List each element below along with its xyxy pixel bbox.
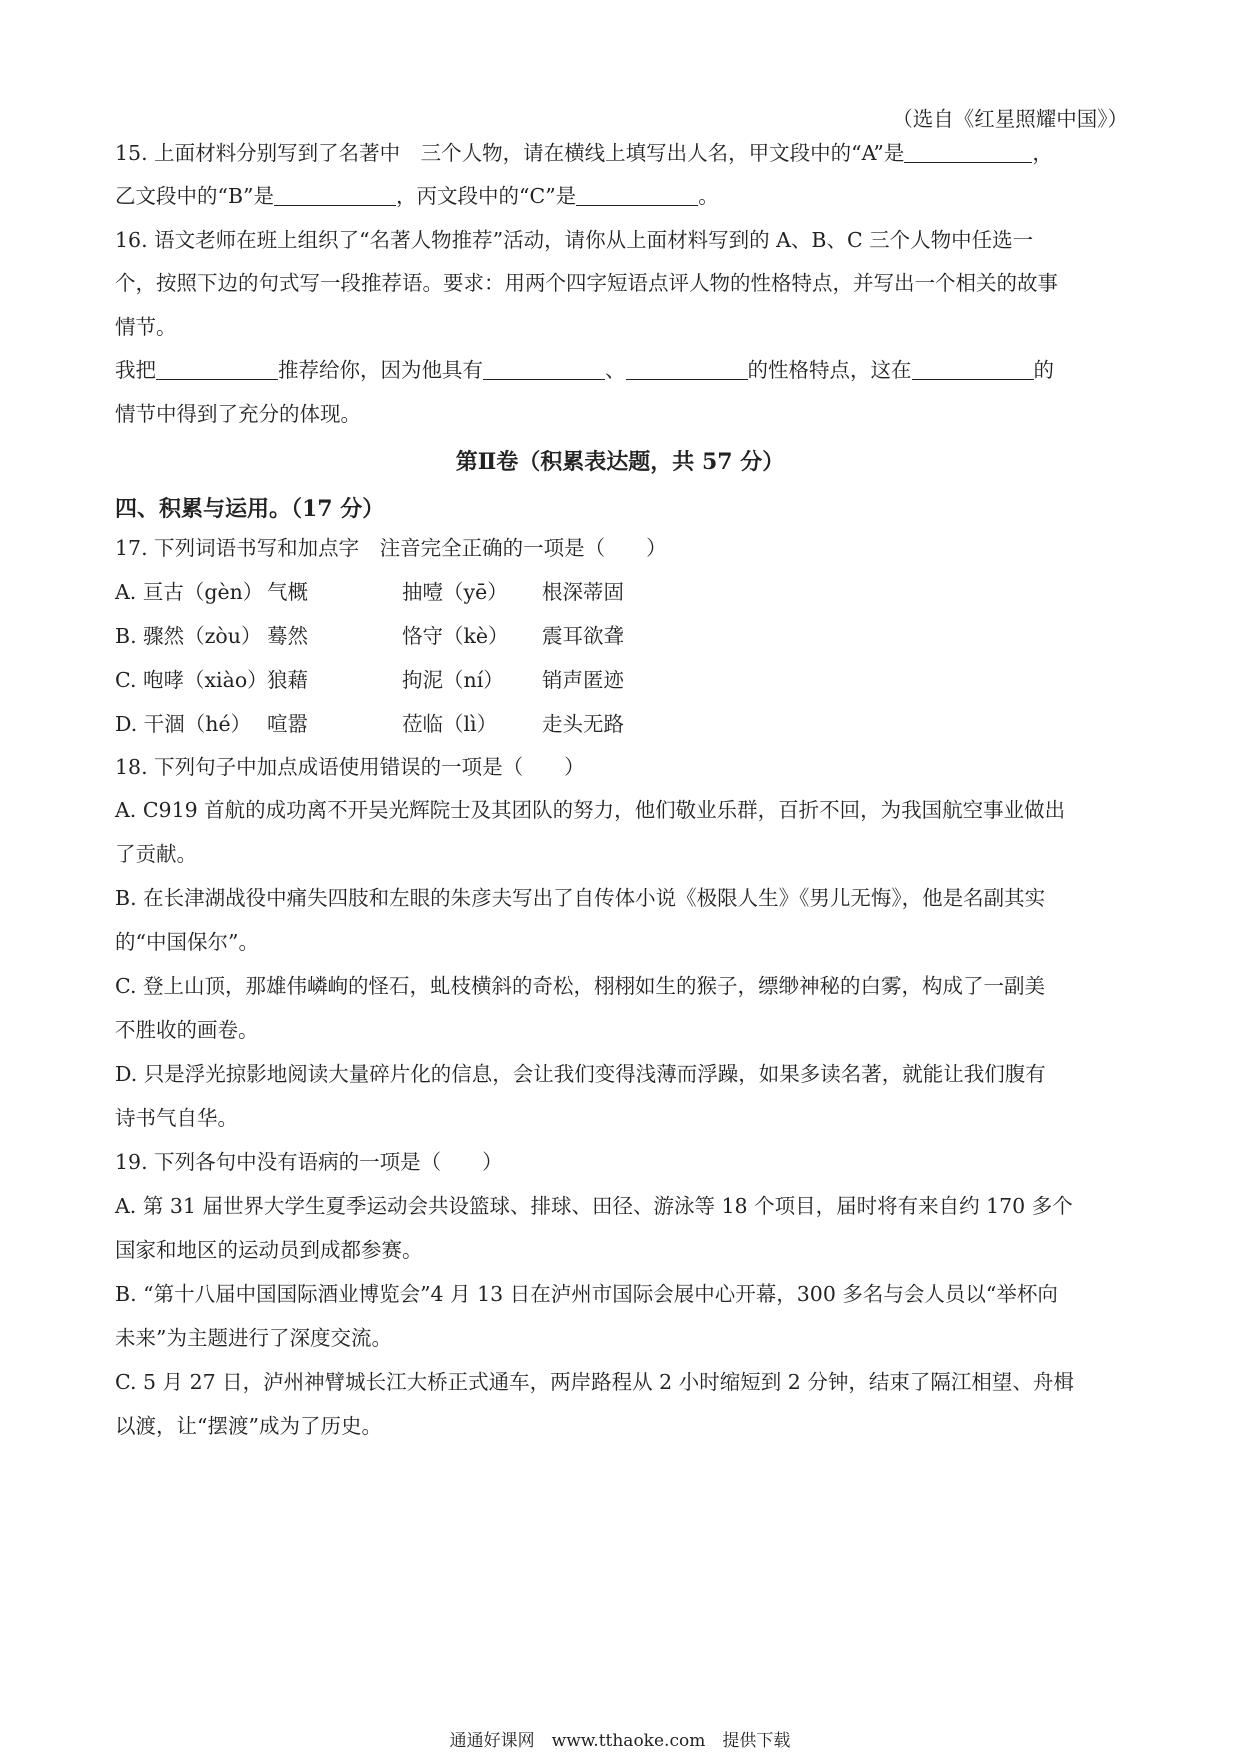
q19-b-line2: 未来”为主题进行了深度交流。: [115, 1326, 392, 1350]
q16-line1: 16. 语文老师在班上组织了“名著人物推荐”活动，请你从上面材料写到的 A、B、C 三个人物中任选一: [115, 228, 1034, 252]
q17-option-a: A. 亘古（gèn） 气概 抽噎（yē） 根深蒂固: [115, 580, 624, 604]
page-footer: 通通好课网 www.tthaoke.com 提供下载: [449, 1731, 791, 1751]
q19-stem: 19. 下列各句中没有语病的一项是（ ）: [115, 1150, 503, 1174]
q17-option-b: B. 骤然（zòu） 蓦然 恪守（kè） 震耳欲聋: [115, 624, 624, 648]
q16-template-line2: 情节中得到了充分的体现。: [115, 402, 361, 426]
q18-c-line1: C. 登上山顶，那雄伟嶙峋的怪石，虬枝横斜的奇松，栩栩如生的猴子，缥缈神秘的白雾，构成了一副美: [115, 974, 1045, 998]
q16-line2: 个，按照下边的句式写一段推荐语。要求：用两个四字短语点评人物的性格特点，并写出一个相关的故事: [115, 271, 1058, 295]
q18-d-line2: 诗书气自华。: [115, 1106, 238, 1130]
q18-a-line2: 了贡献。: [115, 842, 197, 866]
blank-trait2[interactable]: [626, 357, 748, 380]
source-note: （选自《红星照耀中国》）: [892, 107, 1128, 131]
q18-b-line1: B. 在长津湖战役中痛失四肢和左眼的朱彦夫写出了自传体小说《极限人生》《男儿无悔》，他是名副其实: [115, 886, 1046, 910]
q19-a-line2: 国家和地区的运动员到成都参赛。: [115, 1238, 423, 1262]
q19-b-line1: B. “第十八届中国国际酒业博览会”4 月 13 日在泸州市国际会展中心开幕，300 多名与会人员以“举杯向: [115, 1282, 1058, 1306]
q16-line3: 情节。: [115, 315, 177, 339]
q18-a-line1: A. C919 首航的成功离不开吴光辉院士及其团队的努力，他们敬业乐群，百折不回，为我国航空事业做出: [115, 798, 1066, 822]
answer-blank-a[interactable]: [904, 140, 1032, 163]
q18-stem: 18. 下列句子中加点成语使用错误的一项是（ ）: [115, 755, 585, 779]
blank-plot[interactable]: [912, 357, 1034, 380]
blank-name[interactable]: [156, 357, 278, 380]
q18-b-line2: 的“中国保尔”。: [115, 930, 259, 954]
q19-a-line1: A. 第 31 届世界大学生夏季运动会共设篮球、排球、田径、游泳等 18 个项目，届时将有来自约 170 多个: [115, 1194, 1073, 1218]
section-four-heading: 四、积累与运用。（17 分）: [115, 496, 385, 522]
q16-template-line: 我把 推荐给你，因为他具有 、 的性格特点，这在 的: [115, 358, 1054, 382]
part-two-title: 第Ⅱ卷（积累表达题，共 57 分）: [455, 449, 785, 475]
blank-trait1[interactable]: [483, 357, 605, 380]
q19-c-line1: C. 5 月 27 日，泸州神臂城长江大桥正式通车，两岸路程从 2 小时缩短到 2 分钟，结束了隔江相望、舟楫: [115, 1370, 1074, 1394]
q17-stem: 17. 下列词语书写和加点字 注音完全正确的一项是（ ）: [115, 536, 667, 560]
q15-line2: 乙文段中的“B”是 ，丙文段中的“C”是 。: [115, 184, 719, 208]
q19-c-line2: 以渡，让“摆渡”成为了历史。: [115, 1414, 382, 1438]
q18-d-line1: D. 只是浮光掠影地阅读大量碎片化的信息，会让我们变得浅薄而浮躁，如果多读名著，就能让我们腹有: [115, 1062, 1046, 1086]
q18-c-line2: 不胜收的画卷。: [115, 1018, 259, 1042]
answer-blank-c[interactable]: [576, 183, 698, 206]
q17-option-c: C. 咆哮（xiào）狼藉 拘泥（ní） 销声匿迹: [115, 668, 624, 692]
answer-blank-b[interactable]: [274, 183, 396, 206]
q15-line1: 15. 上面材料分别写到了名著中 三个人物，请在横线上填写出人名，甲文段中的“A”是 ，: [115, 141, 1053, 165]
q17-option-d: D. 干涸（hé） 喧嚣 莅临（lì） 走头无路: [115, 712, 624, 736]
